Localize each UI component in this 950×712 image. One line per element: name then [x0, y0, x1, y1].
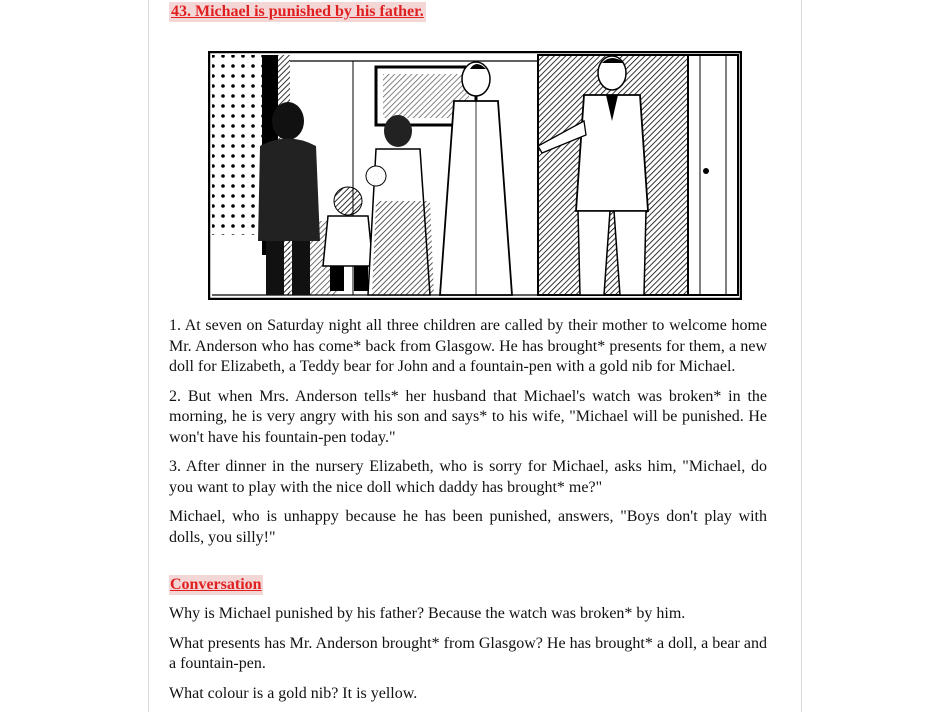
document-page: [148, 0, 802, 712]
conversation-heading: Conversation: [170, 576, 262, 593]
family-scene-illustration: [208, 51, 742, 300]
lesson-title: 43. Michael is punished by his father.: [171, 3, 424, 20]
lesson-text: [169, 316, 767, 712]
story-paragraph-3: 3. After dinner in the nursery Elizabeth, who is sorry for Michael, asks him, "Michael, do you want to play with the nice doll which daddy has brought* me?": [169, 458, 767, 496]
conversation-line-1: Why is Michael punished by his father? Because the watch was broken* by him.: [169, 605, 686, 622]
story-paragraph-4: Michael, who is unhappy because he has been punished, answers, "Boys don't play with dolls, you silly!": [169, 508, 767, 546]
conversation-line-3: What colour is a gold nib? It is yellow.: [169, 684, 418, 702]
story-paragraph-1: 1. At seven on Saturday night all three children are called by their mother to welcome home Mr. Anderson who has come* back from Glasgow. He has brought* presents for them, a new doll for Elizabeth, a Teddy bear for John and a fountain-pen with a gold nib for Michael.: [169, 317, 767, 375]
story-paragraph-2: 2. But when Mrs. Anderson tells* her husband that Michael's watch was broken* in the morning, he is very angry with his son and says* to his wife, "Michael will be punished. He won't have his fountain-pen today.": [169, 387, 767, 446]
conversation-line-2: What presents has Mr. Anderson brought* from Glasgow? He has brought* a doll, a bear and a fountain-pen.: [169, 634, 767, 672]
